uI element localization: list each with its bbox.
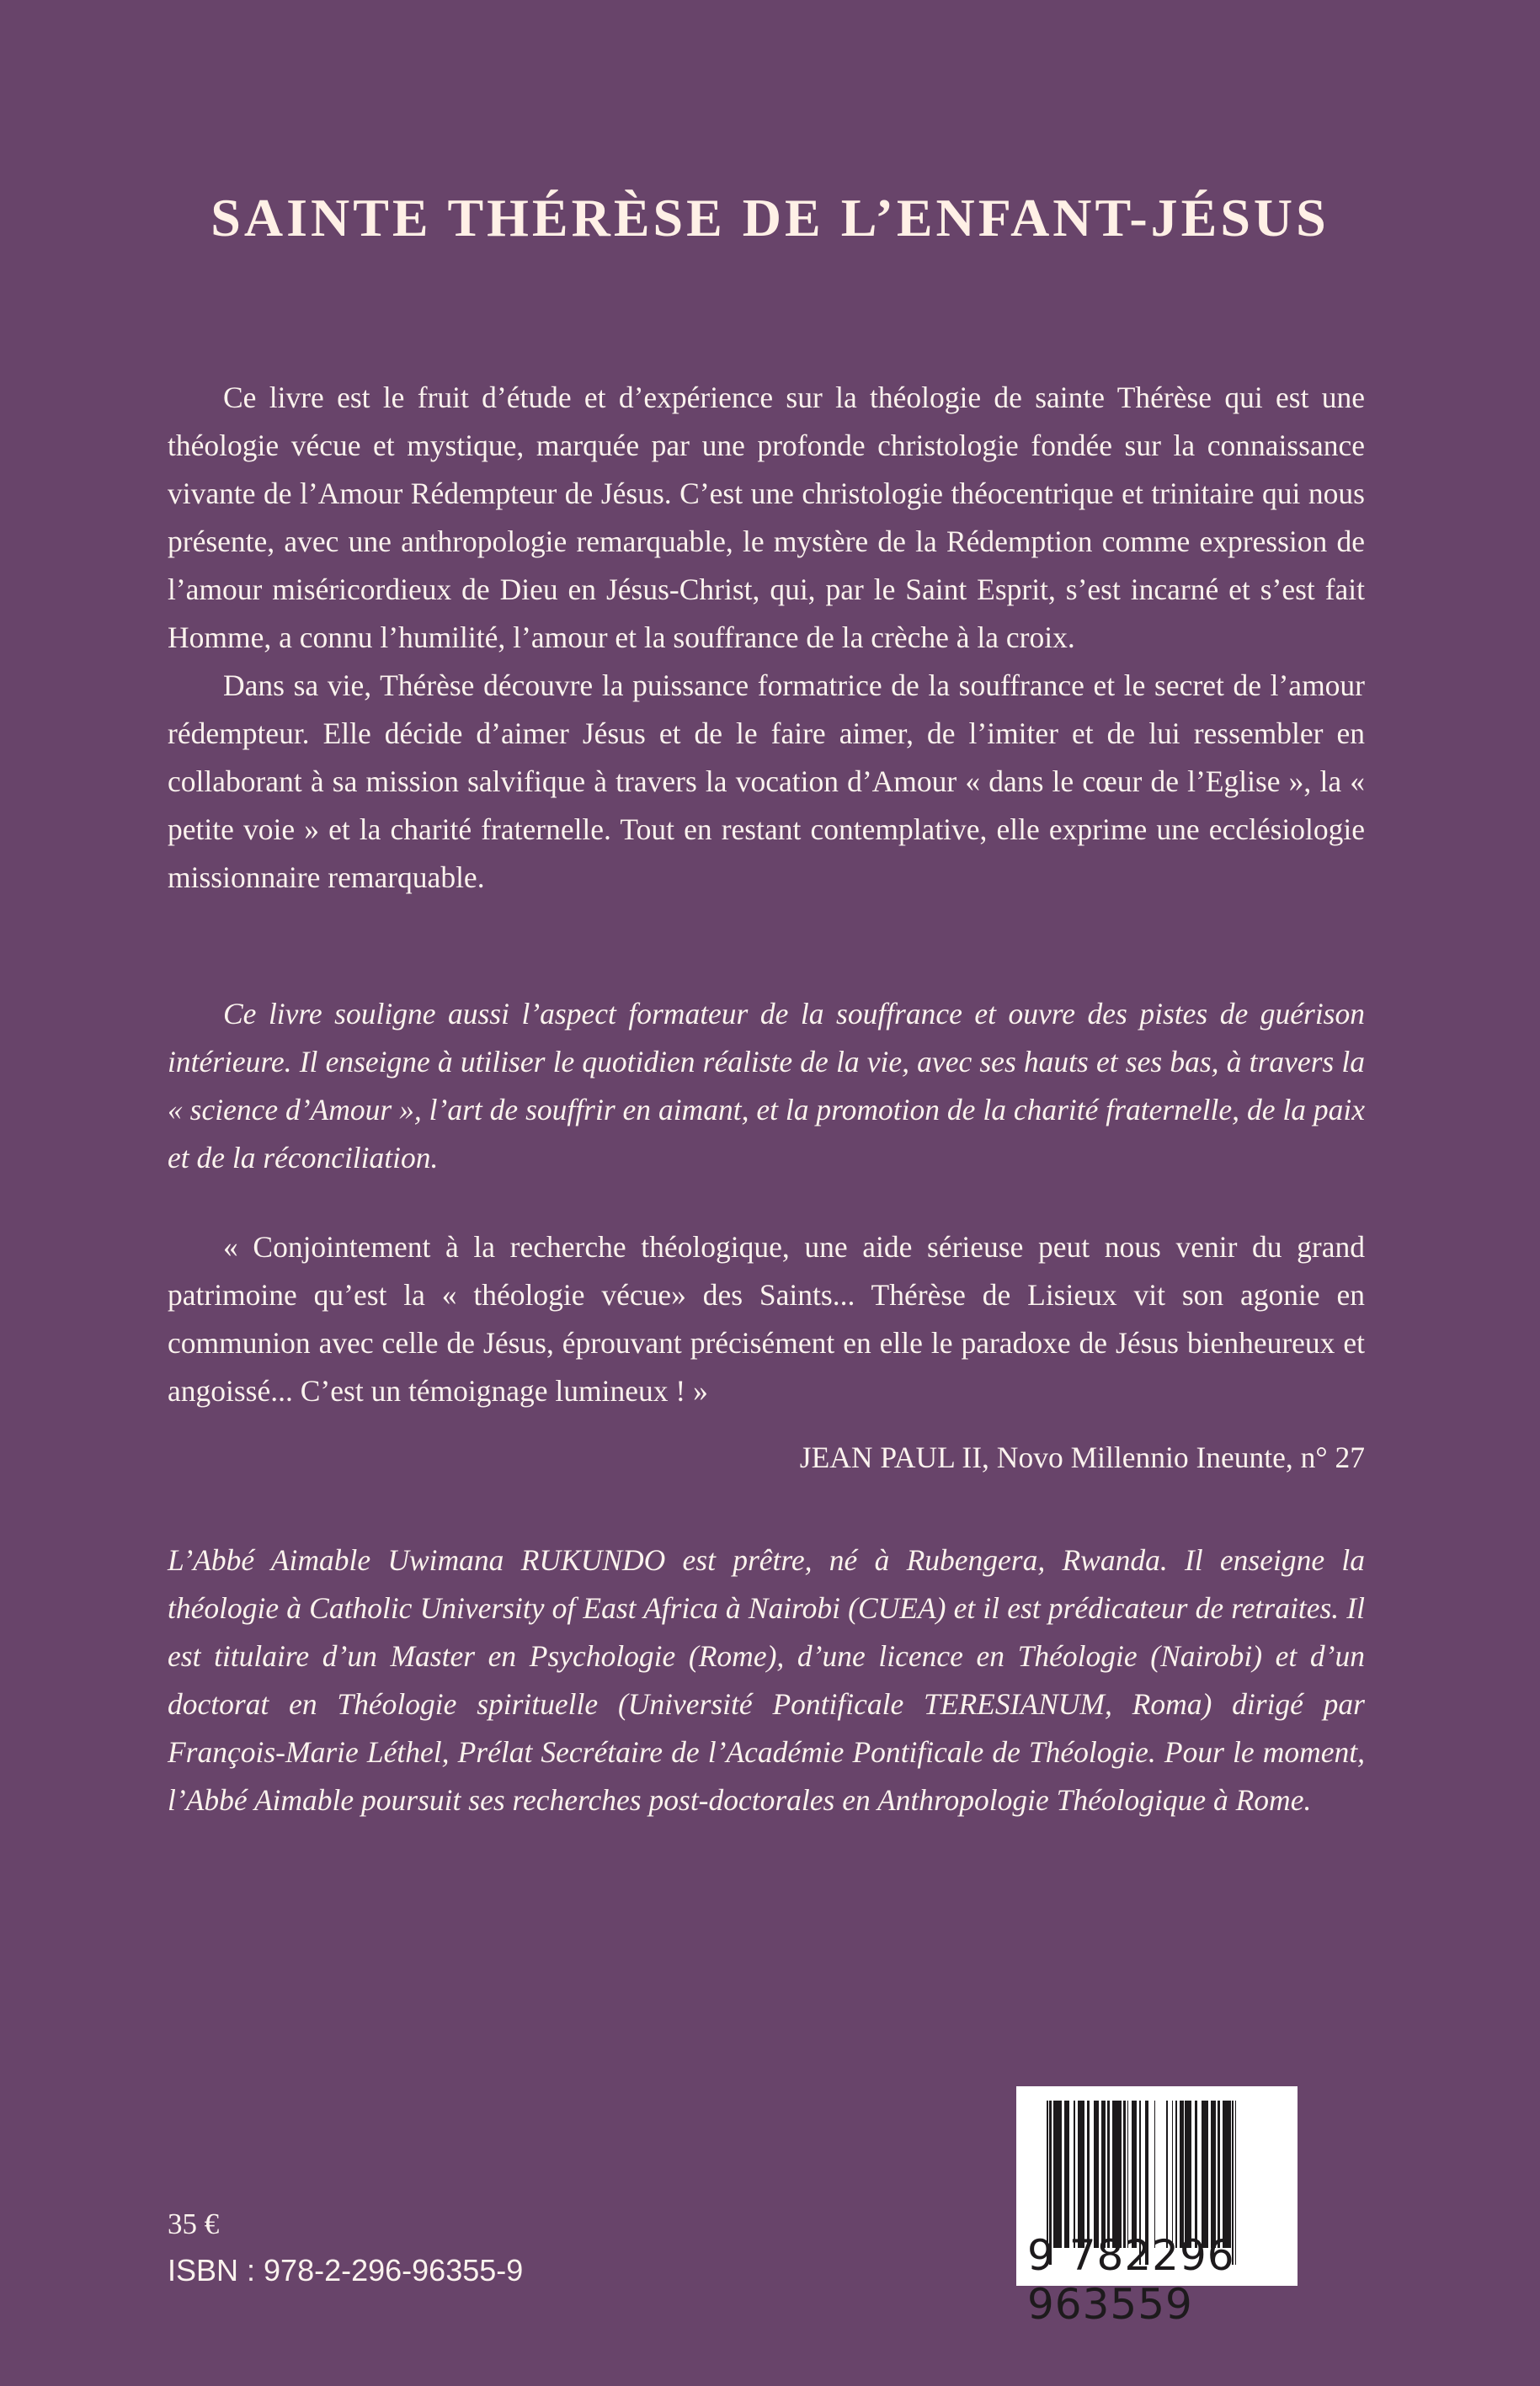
quote-text: « Conjointement à la recherche théologique, une aide sérieuse peut nous venir du grand patrimoine qu’est la « théologie vécue» des Saints... Thérèse de Lisieux vit son agonie en communion avec celle de Jésus, éprouvant précisément en elle le paradoxe de Jésus bienheureux et angoissé... C’est un témoignage lumineux ! » [168,1230,1365,1408]
barcode-bar [1053,2101,1062,2248]
barcode-bar [1202,2101,1208,2248]
description-paragraph: Dans sa vie, Thérèse découvre la puissance formatrice de la souffrance et le secret de l’amour rédempteur. Elle décide d’aimer Jésus et de le faire aimer, de l’imiter et de lui ressembler en collaborant à sa mission salvifique à travers la vocation d’Amour « dans le cœur de l’Eglise », la « petite voie » et la charité fraternelle. Tout en restant contemplative, elle exprime une ecclésiologie missionnaire remarquable. [168,668,1365,894]
barcode-bar [1223,2101,1231,2248]
barcode-bar [1078,2101,1084,2248]
description-paragraph: Ce livre est le fruit d’étude et d’expérience sur la théologie de sainte Thérèse qui est une théologie vécue et mystique, marquée par une profonde christologie fondée sur la connaissance vivante de l’Amour Rédempteur de Jésus. C’est une christologie théocentrique et trinitaire qui nous présente, avec une anthropologie remarquable, le mystère de la Rédemption comme expression de l’amour miséricordieux de Dieu en Jésus-Christ, qui, par le Saint Esprit, s’est incarné et s’est fait Homme, a connu l’humilité, l’amour et la souffrance de la crèche à la croix. [168,381,1365,654]
italic-paragraph: Ce livre souligne aussi l’aspect formateur de la souffrance et ouvre des pistes de guérison intérieure. Il enseigne à utiliser le quotidien réaliste de la vie, avec ses hauts et ses bas, à travers la « science d’Amour », l’art de souffrir en aimant, et la promotion de la charité fraternelle, de la paix et de la réconciliation. [168,997,1365,1174]
author-bio-text: L’Abbé Aimable Uwimana RUKUNDO est prêtre, né à Rubengera, Rwanda. Il enseigne la théologie à Catholic University of East Africa à Nairobi (CUEA) et il est prédicateur de retraites. Il est titulaire d’un Master en Psychologie (Rome), d’une licence en Théologie (Nairobi) et d’un doctorat en Théologie spirituelle (Université Pontificale TERESIANUM, Roma) dirigé par François-Marie Léthel, Prélat Secrétaire de l’Académie Pontificale de Théologie. Pour le moment, l’Abbé Aimable poursuit ses recherches post-doctorales en Anthropologie Théologique à Rome. [168,1543,1365,1817]
quote-attribution: JEAN PAUL II, Novo Millennio Ineunte, n° 27 [799,1441,1365,1474]
barcode-space [1155,2101,1166,2248]
barcode [1016,2086,1298,2329]
barcode-digits: 9 782296 963559 [1027,2231,1235,2329]
quote-block [168,1223,1365,1415]
author-bio [168,1537,1365,1824]
isbn: ISBN : 978-2-296-96355-9 [168,2253,524,2287]
book-title: SAINTE THÉRÈSE DE L’ENFANT-JÉSUS [210,188,1330,248]
barcode-bar [1185,2101,1191,2248]
italic-summary [168,990,1365,1182]
price: 35 € [168,2208,220,2240]
description [168,374,1365,902]
barcode-bar [1112,2101,1122,2248]
